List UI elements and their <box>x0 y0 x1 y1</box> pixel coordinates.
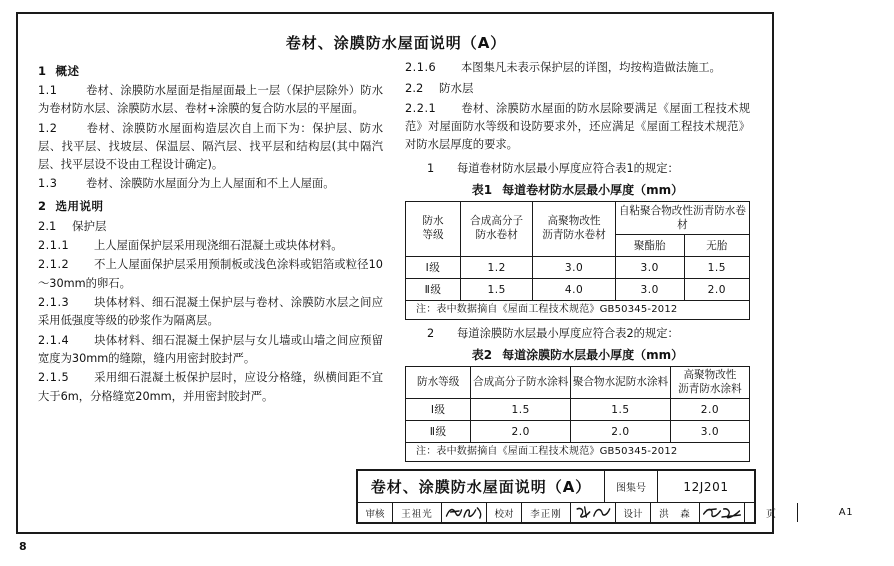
table2-wrapper <box>405 366 750 462</box>
table1-header-col4: 聚酯胎 <box>615 235 684 257</box>
page-label: 页 <box>745 503 798 522</box>
handwritten-signature-icon <box>444 505 484 520</box>
table2-caption-number: 表2 <box>471 347 493 362</box>
table1-caption-unit: （mm） <box>634 182 684 197</box>
paragraph-2-2-1 <box>405 100 750 155</box>
subsection-number: 2.2 <box>405 81 424 96</box>
table1-note: 注：表中数据摘自《屋面工程技术规范》GB50345-2012 <box>406 301 750 320</box>
page-value: A1 <box>838 507 854 518</box>
table2-header-col2: 合成高分子防水涂料 <box>471 366 571 399</box>
paragraph-1-3 <box>38 175 383 193</box>
paragraph-number: 2.1.4 <box>38 333 70 347</box>
paragraph-text: 块体材料、细石混凝土保护层与卷材、涂膜防水层之间应采用低强度等级的砂浆作为隔离层。 <box>38 296 383 328</box>
table2-lead-number: 2 <box>427 326 435 340</box>
table1-row2-col4: 3.0 <box>615 279 684 301</box>
table1-row2-col3: 4.0 <box>533 279 616 301</box>
table2-row1-grade: Ⅰ级 <box>406 399 471 421</box>
paragraph-2-1-6 <box>405 59 750 77</box>
sheet-content <box>18 14 772 532</box>
drawing-name: 卷材、涂膜防水屋面说明（A） <box>358 471 605 502</box>
section-2-index: 2 <box>38 198 47 213</box>
table2-lead-body: 每道涂膜防水层最小厚度应符合表2的规定： <box>457 326 679 340</box>
table2-caption <box>405 346 750 363</box>
table-row <box>406 399 750 421</box>
handwritten-signature-icon <box>573 505 613 520</box>
paragraph-number: 2.1.3 <box>38 296 70 310</box>
table1-header-col3 <box>533 201 616 257</box>
table1-header-col2-line2: 防水卷材 <box>475 228 518 241</box>
section-1-index: 1 <box>38 64 47 78</box>
table2-row2-col4: 3.0 <box>670 421 749 443</box>
paragraph-2-1-1 <box>38 237 383 255</box>
paragraph-number: 2.1.5 <box>38 371 70 385</box>
paragraph-text: 卷材、涂膜防水屋面分为上人屋面和不上人屋面。 <box>86 177 335 191</box>
table-row <box>406 421 750 443</box>
table1-lead-text <box>405 160 750 178</box>
paragraph-text: 卷材、涂膜防水屋面构造层次自上而下为：保护层、防水层、找平层、找坡层、保温层、隔汽层、找平层和结构层(其中隔汽层、找平层设不设由工程设计确定)。 <box>38 121 383 172</box>
table1-header-grade-line1: 防水 <box>422 215 444 228</box>
table1-row2-col5: 2.0 <box>684 279 749 301</box>
table2-note: 注：表中数据摘自《屋面工程技术规范》GB50345-2012 <box>406 443 750 462</box>
paragraph-number: 1.1 <box>38 84 58 97</box>
paragraph-number: 2.1.6 <box>405 61 437 74</box>
right-column <box>405 59 750 464</box>
body-columns <box>38 59 754 464</box>
section-heading-2 <box>38 198 383 214</box>
signature-mark-designer <box>700 503 744 522</box>
table1-caption <box>405 181 750 198</box>
title-block-signature-row <box>358 502 854 522</box>
table2-header-col4-line1: 高聚物改性 <box>683 368 737 381</box>
table2-header-col4-line2: 沥青防水涂料 <box>678 382 742 395</box>
paragraph-text: 卷材、涂膜防水屋面的防水层除要满足《屋面工程技术规范》对屋面防水等级和设防要求外，还应满足《屋面工程技术规范》对防水层厚度的要求。 <box>405 101 750 152</box>
table1-caption-number: 表1 <box>471 182 493 197</box>
table1-row1-col2: 1.2 <box>461 257 533 279</box>
paragraph-2-1-2 <box>38 256 383 293</box>
table-row <box>406 279 750 301</box>
table2-row2-grade: Ⅱ级 <box>406 421 471 443</box>
left-column <box>38 59 383 407</box>
table2-header-col4 <box>670 366 749 399</box>
table1-header-col2 <box>461 201 533 257</box>
table1-row1-grade: Ⅰ级 <box>406 257 461 279</box>
table1 <box>405 201 750 320</box>
signature-role-checker: 校对 <box>487 503 522 522</box>
table2-header-grade: 防水等级 <box>406 366 471 399</box>
table1-header-col2-line1: 合成高分子 <box>470 215 524 228</box>
signature-mark-checker <box>571 503 616 522</box>
paragraph-text: 本图集凡未表示保护层的详图，均按构造做法施工。 <box>461 61 721 74</box>
table1-caption-text: 每道卷材防水层最小厚度 <box>502 182 635 197</box>
drawing-sheet-frame <box>16 12 854 534</box>
page-title: 卷材、涂膜防水屋面说明（A） <box>285 34 507 52</box>
subsection-number: 2.1 <box>38 218 57 233</box>
title-block <box>356 469 854 524</box>
paragraph-number: 1.2 <box>38 121 58 135</box>
paragraph-1-2 <box>38 120 383 175</box>
paragraph-1-1 <box>38 82 383 119</box>
table2-row1-col3: 1.5 <box>571 399 671 421</box>
signature-name-checker: 李正刚 <box>522 503 571 522</box>
signature-role-reviewer: 审核 <box>358 503 393 522</box>
table1-row1-col5: 1.5 <box>684 257 749 279</box>
paragraph-text: 块体材料、细石混凝土保护层与女儿墙或山墙之间应预留宽度为30mm的缝隙，缝内用密封胶封严。 <box>38 333 383 365</box>
table2-row1-col2: 1.5 <box>471 399 571 421</box>
signature-name-designer: 洪 森 <box>651 503 700 522</box>
table1-header-grade-line2: 等级 <box>422 228 444 241</box>
paragraph-text: 卷材、涂膜防水屋面是指屋面最上一层（保护层除外）防水为卷材防水层、涂膜防水层、卷材+涂膜的复合防水层的平屋面。 <box>38 84 383 116</box>
table1-header-col5: 无胎 <box>684 235 749 257</box>
table2-header-col3: 聚合物水泥防水涂料 <box>571 366 671 399</box>
page-folio: 8 <box>19 540 27 553</box>
table1-row2-grade: Ⅱ级 <box>406 279 461 301</box>
table-row <box>406 257 750 279</box>
table1-wrapper <box>405 201 750 320</box>
table1-note-row <box>406 301 750 320</box>
subsection-2-1-label <box>38 217 383 235</box>
paragraph-number: 1.3 <box>38 177 58 191</box>
table1-header-row-1 <box>406 201 750 235</box>
table2-lead-text <box>405 325 750 343</box>
table2 <box>405 366 750 462</box>
paragraph-2-1-4 <box>38 332 383 369</box>
table1-header-col3-line2: 沥青防水卷材 <box>542 228 606 241</box>
section-1-title: 概述 <box>55 64 80 78</box>
section-heading-1 <box>38 63 383 79</box>
table1-lead-number: 1 <box>427 161 435 175</box>
table2-row1-col4: 2.0 <box>670 399 749 421</box>
atlas-number-label: 图集号 <box>605 471 658 502</box>
atlas-number-value: 12J201 <box>683 479 729 494</box>
section-2-title: 选用说明 <box>55 198 104 213</box>
paragraph-number: 2.2.1 <box>405 101 437 115</box>
handwritten-signature-icon <box>702 505 742 520</box>
table2-note-row <box>406 443 750 462</box>
paragraph-text: 不上人屋面保护层采用预制板或浅色涂料或铝箔或粒径10～30mm的卵石。 <box>38 258 383 290</box>
table1-row1-col3: 3.0 <box>533 257 616 279</box>
table2-caption-unit: （mm） <box>634 347 684 362</box>
paragraph-number: 2.1.2 <box>38 258 70 272</box>
table1-header-group: 自粘聚合物改性沥青防水卷材 <box>615 201 749 235</box>
table2-row2-col2: 2.0 <box>471 421 571 443</box>
table2-caption-text: 每道涂膜防水层最小厚度 <box>502 347 635 362</box>
table1-row1-col4: 3.0 <box>615 257 684 279</box>
title-block-main-row <box>358 471 754 502</box>
table2-row2-col3: 2.0 <box>571 421 671 443</box>
paragraph-text: 上人屋面保护层采用现浇细石混凝土或块体材料。 <box>94 239 343 253</box>
signature-role-designer: 设计 <box>616 503 651 522</box>
table1-header-col3-line1: 高聚物改性 <box>547 215 601 228</box>
subsection-title: 保护层 <box>72 218 107 233</box>
paragraph-2-1-5 <box>38 369 383 406</box>
signature-name-reviewer: 王祖光 <box>393 503 442 522</box>
paragraph-2-1-3 <box>38 294 383 331</box>
table1-row2-col2: 1.5 <box>461 279 533 301</box>
paragraph-number: 2.1.1 <box>38 239 70 253</box>
paragraph-text: 采用细石混凝土板保护层时，应设分格缝，纵横间距不宜大于6m，分格缝宽20mm，并用密封胶封严。 <box>38 371 383 403</box>
table2-header-row <box>406 366 750 399</box>
subsection-2-2-label <box>405 79 750 97</box>
signature-group <box>358 503 745 522</box>
subsection-title: 防水层 <box>439 81 474 96</box>
table1-lead-body: 每道卷材防水层最小厚度应符合表1的规定： <box>457 161 679 175</box>
table1-header-grade <box>406 201 461 257</box>
signature-mark-reviewer <box>442 503 487 522</box>
